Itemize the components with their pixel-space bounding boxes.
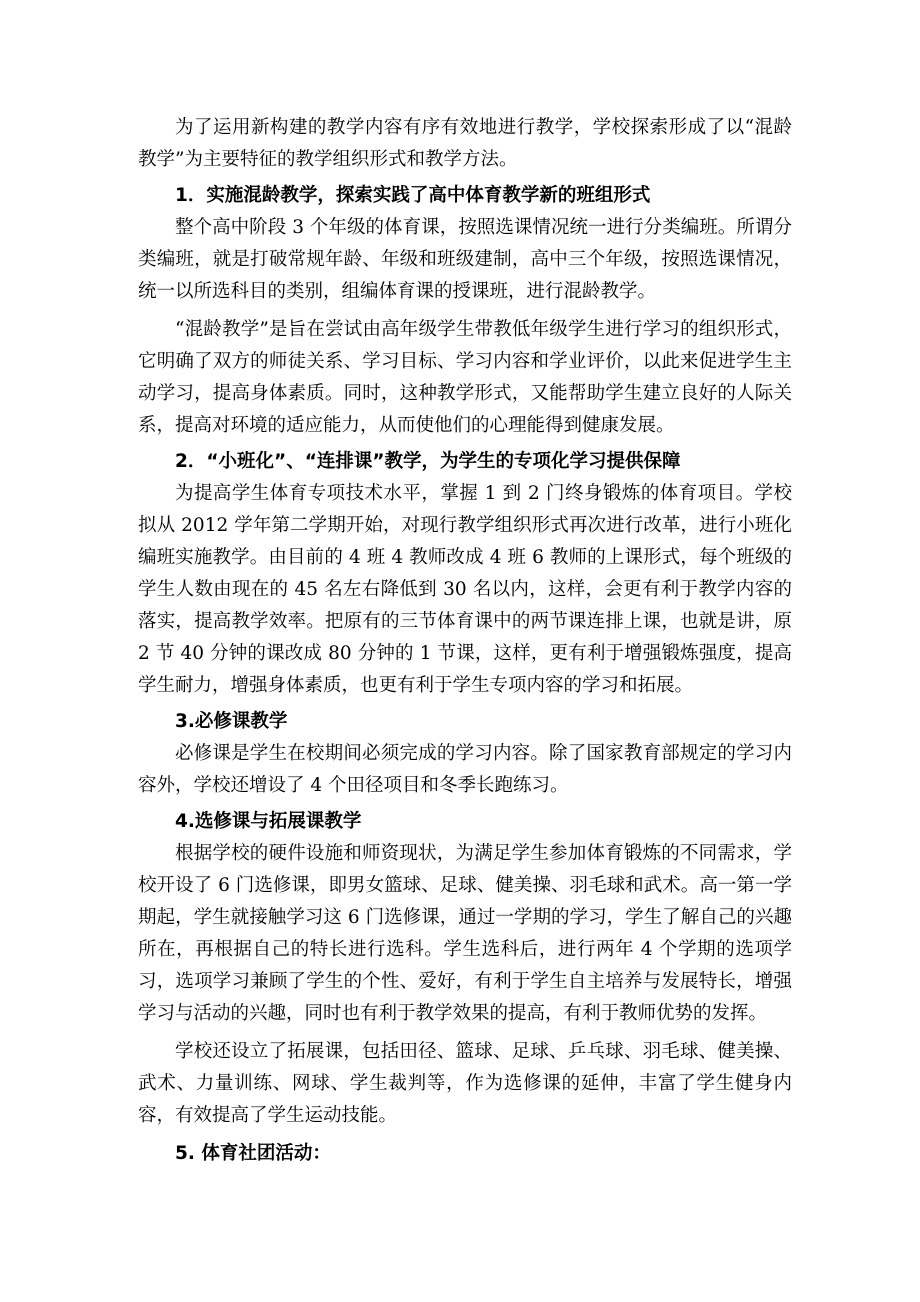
section-2-paragraph-1: 为提高学生体育专项技术水平，掌握 1 到 2 门终身锻炼的体育项目。学校拟从 2012 学年第二学期开始，对现行教学组织形式再次进行改革，进行小班化编班实施教学。由目前的 4 班 4 教师改成 4 班 6 教师的上课形式，每个班级的学生人数由现在的 45 名左右降低到 30 名以内，这样，会更有利于教学内容的落实，提高教学效率。把原有的三节体育课中的两节课连排上课，也就是讲，原 2 节 40 分钟的课改成 80 分钟的 1 节课，这样，更有利于增强锻炼强度，提高学生耐力，增强身体素质，也更有利于学生专项内容的学习和拓展。: [138, 483, 792, 696]
section-4-heading: 4.选修课与拓展课教学: [175, 811, 362, 832]
section-4-paragraph-2: 学校还设立了拓展课，包括田径、篮球、足球、乒乓球、羽毛球、健美操、武术、力量训练、网球、学生裁判等，作为选修课的延伸，丰富了学生健身内容，有效提高了学生运动技能。: [138, 1041, 792, 1126]
section-5-heading: 5. 体育社团活动：: [175, 1143, 331, 1164]
section-1-paragraph-2: “混龄教学”是旨在尝试由高年级学生带教低年级学生进行学习的组织形式，它明确了双方的师徒关系、学习目标、学习内容和学业评价，以此来促进学生主动学习，提高身体素质。同时，这种教学形式，又能帮助学生建立良好的人际关系，提高对环境的适应能力，从而使他们的心理能得到健康发展。: [138, 319, 792, 436]
section-2-heading: 2．“小班化”、“连排课”教学，为学生的专项化学习提供保障: [175, 451, 681, 472]
section-1-paragraph-1: 整个高中阶段 3 个年级的体育课，按照选课情况统一进行分类编班。所谓分类编班，就是打破常规年龄、年级和班级建制，高中三个年级，按照选课情况，统一以所选科目的类别，组编体育课的授课班，进行混龄教学。: [138, 217, 792, 302]
section-1-heading: 1．实施混龄教学，探索实践了高中体育教学新的班组形式: [175, 185, 651, 206]
section-4-paragraph-1: 根据学校的硬件设施和师资现状，为满足学生参加体育锻炼的不同需求，学校开设了 6 门选修课，即男女篮球、足球、健美操、羽毛球和武术。高一第一学期起，学生就接触学习这 6 门选修课，通过一学期的学习，学生了解自己的兴趣所在，再根据自己的特长进行选科。学生选科后，进行两年 4 个学期的选项学习，选项学习兼顾了学生的个性、爱好，有利于学生自主培养与发展特长，增强学习与活动的兴趣，同时也有利于教学效果的提高，有利于教师优势的发挥。: [138, 843, 792, 1024]
section-3-paragraph-1: 必修课是学生在校期间必须完成的学习内容。除了国家教育部规定的学习内容外，学校还增设了 4 个田径项目和冬季长跑练习。: [138, 743, 792, 796]
document-body: [138, 112, 792, 1170]
intro-paragraph: 为了运用新构建的教学内容有序有效地进行教学，学校探索形成了以“混龄教学”为主要特征的教学组织形式和教学方法。: [138, 117, 792, 170]
section-3-heading: 3.必修课教学: [175, 711, 288, 732]
